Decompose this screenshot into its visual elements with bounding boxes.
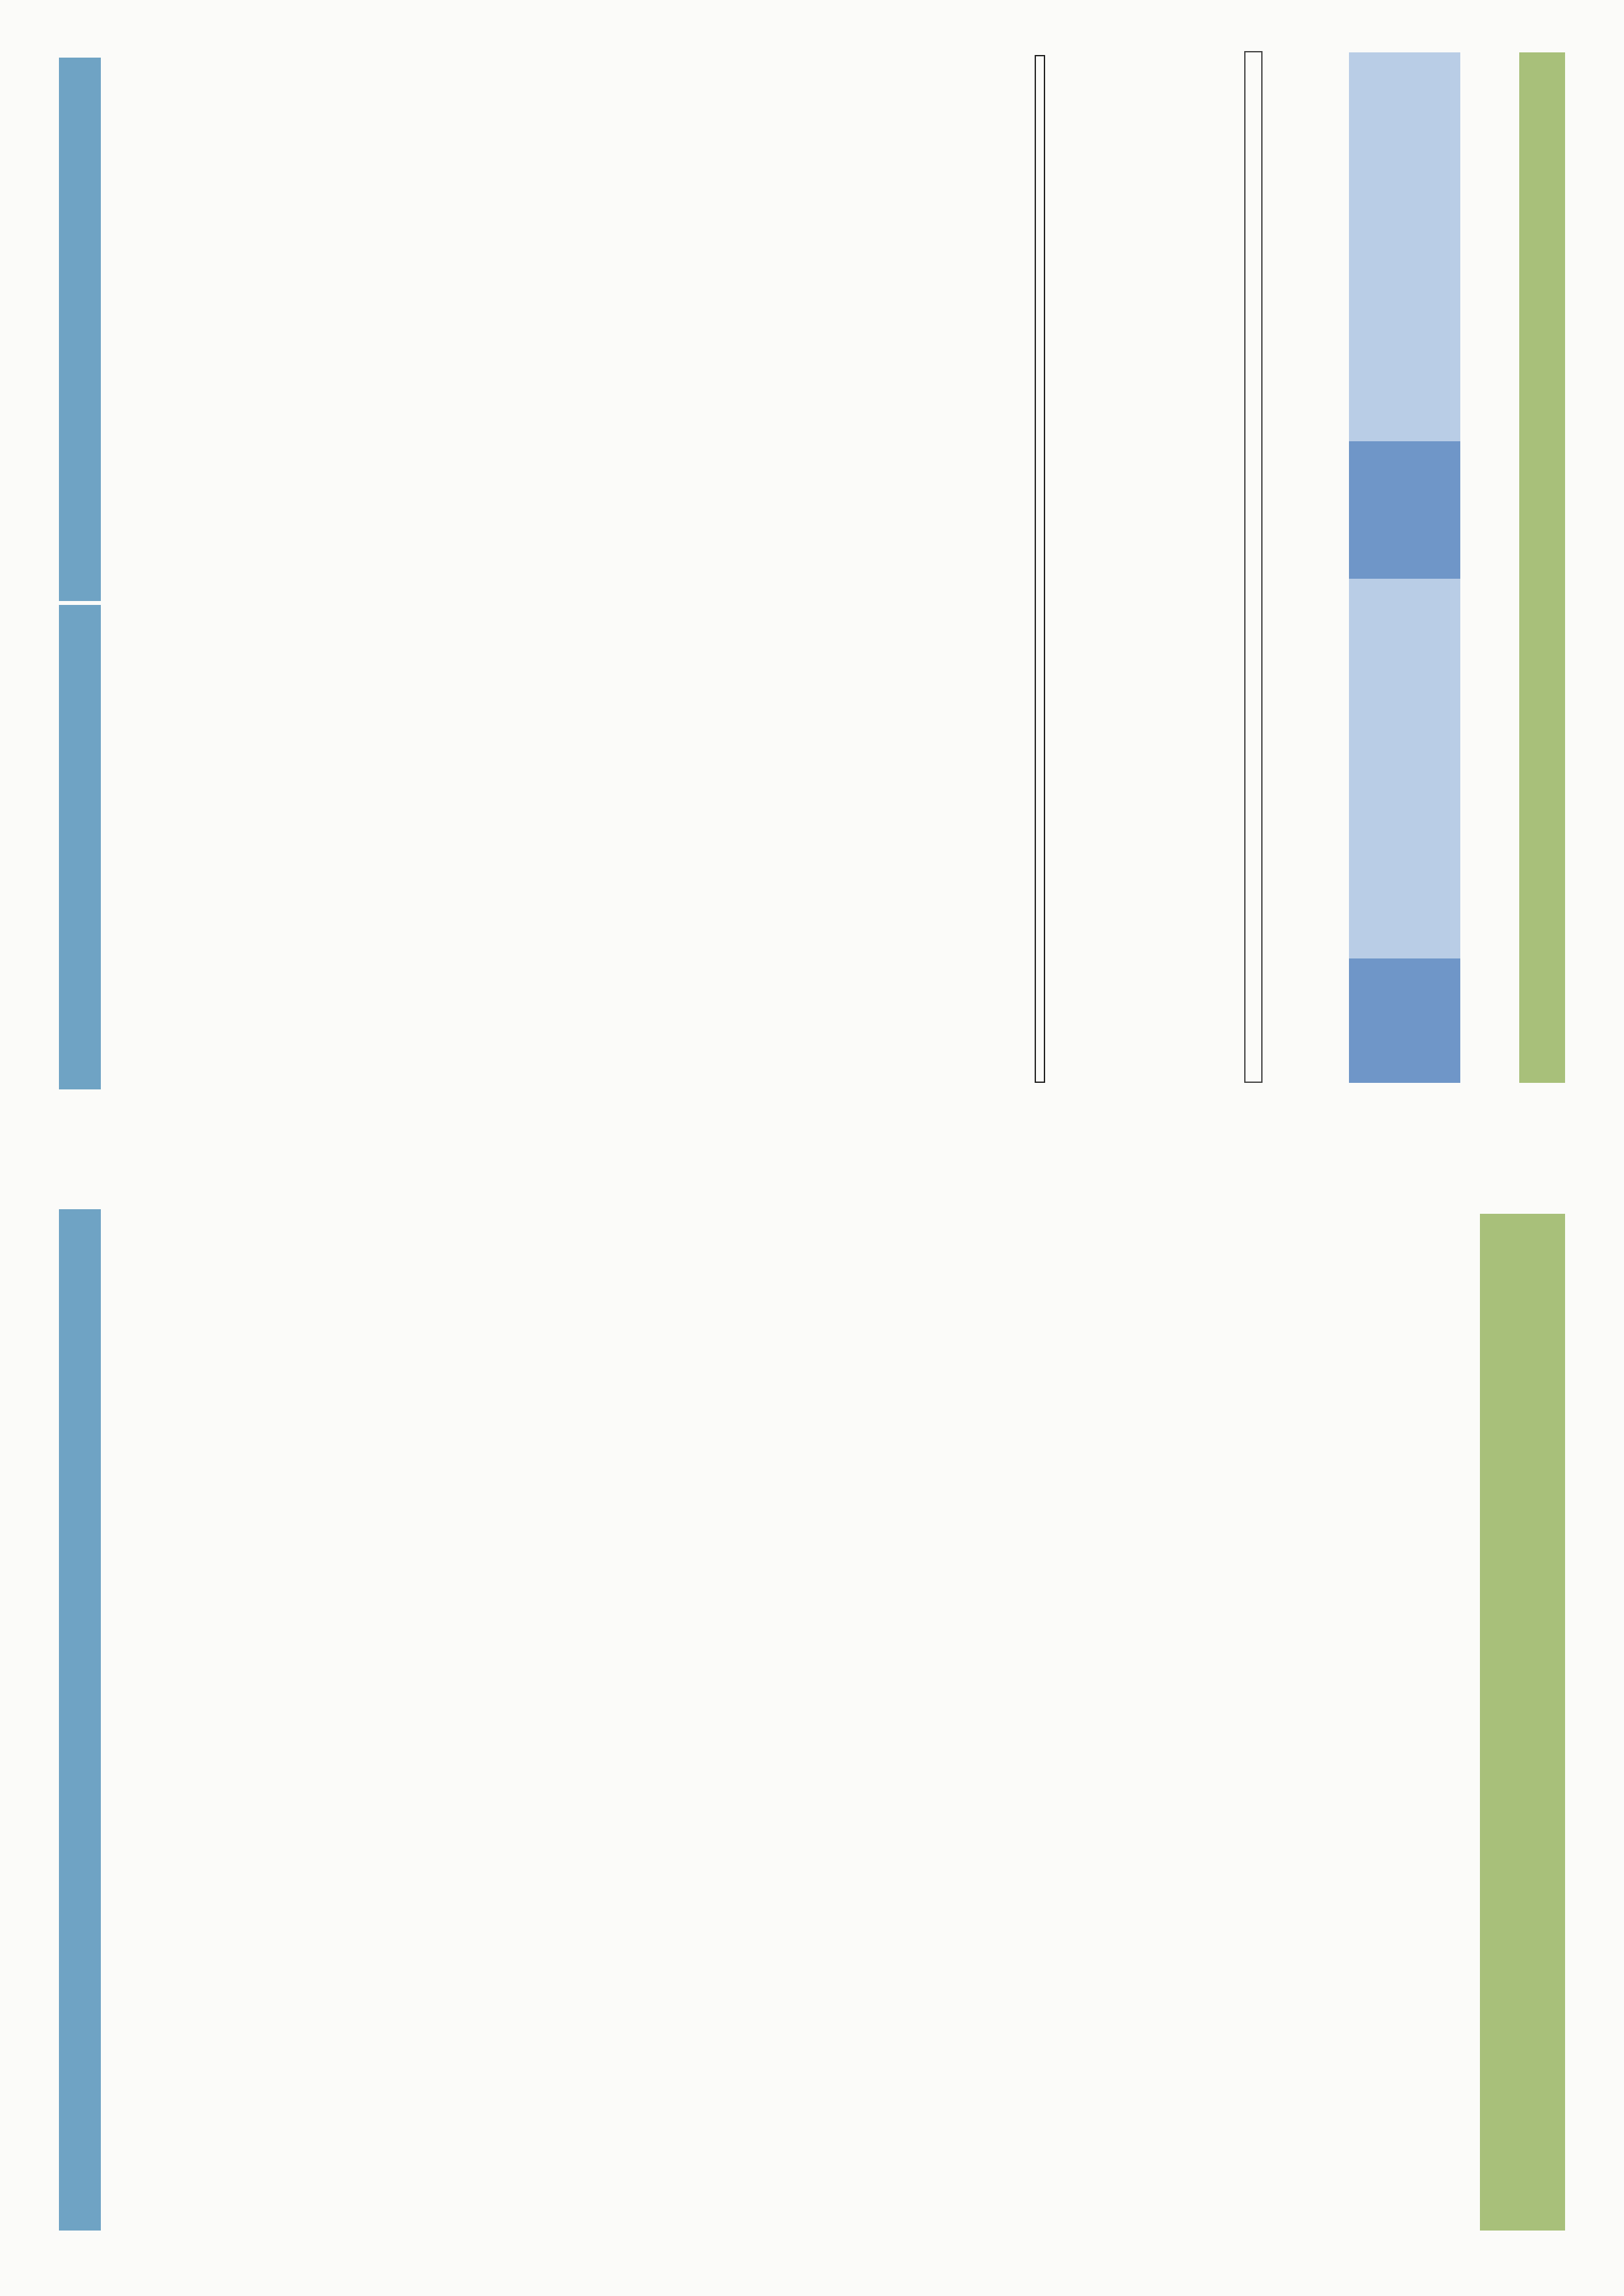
cleaning-table [1035, 55, 1045, 1083]
promo-dawn-slogan [1349, 579, 1460, 958]
promo-night-tag [1349, 441, 1460, 579]
cleaning-header [1035, 56, 1044, 1082]
prayer-note-box [1244, 51, 1263, 1083]
sunday-header [59, 1209, 101, 2231]
wed-time1-bar [59, 605, 101, 723]
sunday-worship-page [0, 1148, 1624, 2296]
next-prayer [566, 533, 589, 559]
wednesday-header [59, 58, 101, 601]
church-motto [1519, 52, 1565, 1083]
sunday-footer [1480, 1214, 1565, 2231]
promo-night-slogan [1349, 52, 1460, 441]
promo-dawn-tag [1349, 958, 1460, 1083]
promo-strip [1349, 52, 1460, 1083]
village-header [59, 723, 101, 1089]
